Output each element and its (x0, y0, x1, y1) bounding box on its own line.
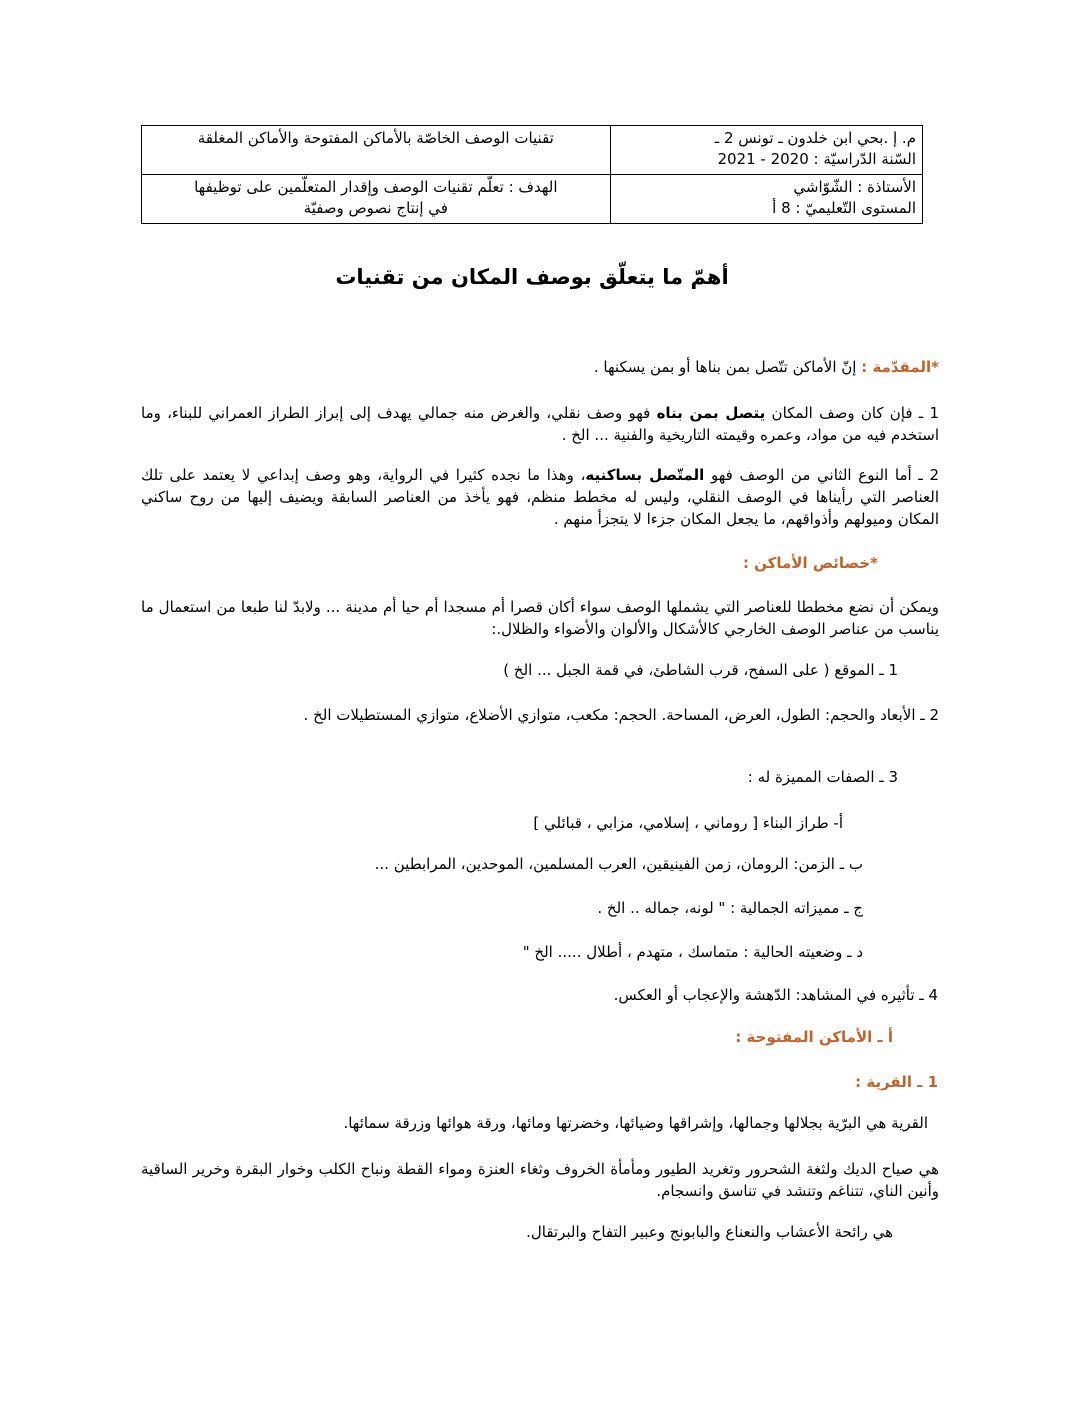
page-title: أهمّ ما يتعلّق بوصف المكان من تقنيات (335, 265, 729, 289)
paragraph-1-bold: يتصل بمن بناه (656, 404, 766, 422)
intro-text: إنّ الأماكن تتّصل بمن بناها أو بمن يسكنها . (593, 358, 857, 376)
teacher-cell (610, 175, 922, 224)
heading-village: 1 ـ القرية : (855, 1073, 938, 1091)
paragraph-2-start: 2 ـ أما النوع الثاني من الوصف فهو (704, 466, 939, 484)
lesson-goal-line2: في إنتاج نصوص وصفيّة (303, 199, 448, 217)
class-level: المستوى التّعليميّ : 8 أ (772, 199, 916, 217)
heading-open-places: أ ـ الأماكن المفتوحة : (735, 1028, 893, 1046)
properties-intro: ويمكن أن نضع مخططا للعناصر التي يشملها الوصف سواء أكان قصرا أم مسجدا أم حيا أم مدينة ... ولابدّ لنا طبعا من استعمال ما يناسب من عناصر الوصف الخارجي كالأشكال والألوان والأضواء والظلال.: (141, 598, 939, 638)
property-item-3: 3 ـ الصفات المميزة له : (747, 768, 898, 786)
sub-item-b: ب ـ الزمن: الرومان، زمن الفينيقين، العرب المسلمين، الموحدين، المرابطين ... (374, 855, 863, 873)
property-item-1: 1 ـ الموقع ( على السفح، قرب الشاطئ، في قمة الجبل ... الخ ) (503, 661, 898, 679)
lesson-goal-line1: الهدف : تعلّم تقنيات الوصف وإقدار المتعلّمين على توظيفها (194, 178, 558, 196)
lesson-subject: تقنيات الوصف الخاصّة بالأماكن المفتوحة والأماكن المغلقة (197, 129, 554, 147)
property-item-2: 2 ـ الأبعاد والحجم: الطول، العرض، المساحة. الحجم: مكعب، متوازي الأضلاع، متوازي المستطيلات الخ . (303, 706, 939, 724)
sub-item-d: د ـ وضعيته الحالية : متماسك ، متهدم ، أطلال ..... الخ " (522, 943, 863, 961)
intro-label: *المقدّمة : (861, 358, 939, 376)
paragraph-2-end: ، وهذا ما نجده كثيرا في الرواية، وهو وصف إبداعي لا يعتمد على تلك العناصر التي رأيناها في الوصف النقلي، وليس له مخطط منظم، فهو يأخذ من العناصر السابقة ويضيف إليها من روح ساكني المكان وميولهم وأذواقهم، ما يجعل المكان جزءا لا يتجزأ منهم . (141, 466, 939, 528)
school-name: م. إ .بحي ابن خلدون ـ تونس 2 ـ (714, 129, 916, 147)
sub-item-c: ج ـ مميزاته الجمالية : " لونه، جماله .. الخ . (597, 899, 863, 917)
header-table (141, 125, 923, 224)
heading-properties: *خصائص الأماكن : (742, 554, 878, 572)
paragraph-1-end: فهو وصف نقلي، والغرض منه جمالي يهدف إلى إبراز الطراز العمراني للبناء، وما استخدم فيه من مواد، وعمره وقيمته التاريخية والفنية ... الخ . (141, 404, 939, 444)
paragraph-2-bold: المتّصل بساكنيه (585, 466, 705, 484)
paragraph-1 (141, 402, 939, 446)
village-paragraph-3: هي رائحة الأعشاب والنعناع والبابونج وعبير التفاح والبرتقال. (526, 1223, 893, 1241)
subject-cell (142, 126, 611, 175)
paragraph-2 (141, 464, 939, 530)
village-paragraph-1: القرية هي البرّية بجلالها وجمالها، وإشراقها وضيائها، وخضرتها ومائها، ورقة هوائها وزرقة سمائها. (343, 1114, 928, 1132)
paragraph-1-start: 1 ـ فإن كان وصف المكان (765, 404, 939, 422)
intro-paragraph (141, 356, 939, 378)
village-paragraph-2: هي صياح الديك ولثغة الشحرور وتغريد الطيور ومأمأة الخروف وثغاء العنزة ومواء القطة ونباح الكلب وخوار البقرة وخرير الساقية وأنين الناي، تتناغم وتنشد في تناسق وانسجام. (141, 1160, 939, 1200)
teacher-name: الأستاذة : الشّوّاشي (793, 178, 916, 196)
goal-cell (142, 175, 611, 224)
sub-item-a: أ- طراز البناء [ روماني ، إسلامي، مزابي ، قبائلي ] (533, 814, 843, 832)
school-cell (610, 126, 922, 175)
property-item-4: 4 ـ تأثيره في المشاهد: الدّهشة والإعجاب أو العكس. (613, 986, 938, 1004)
school-year: السّنة الدّراسيّة : 2020 - 2021 (717, 150, 916, 168)
